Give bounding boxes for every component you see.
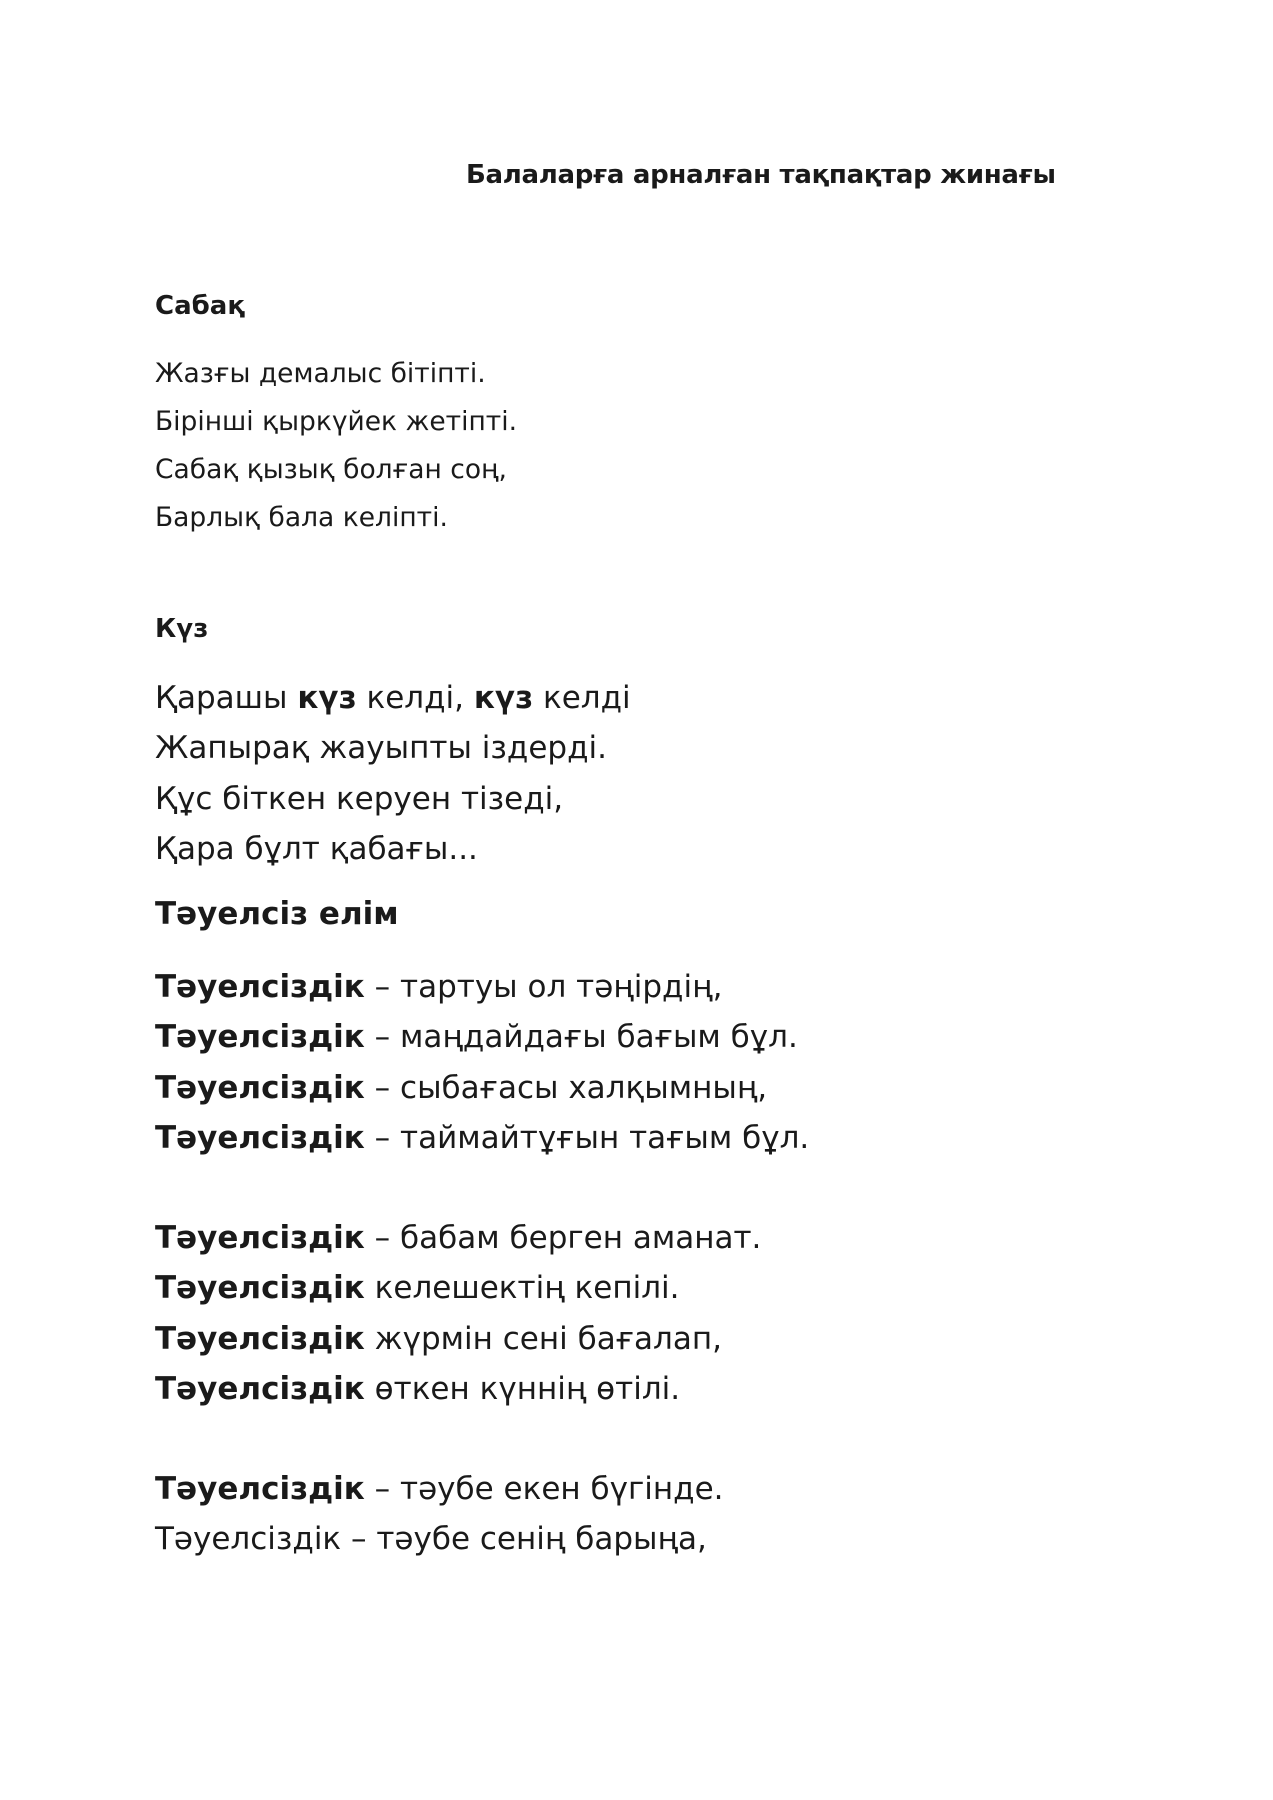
poem-line: Сабақ қызық болған соң,	[155, 454, 507, 485]
poem-line	[155, 1464, 724, 1514]
poem-line: Қара бұлт қабағы...	[155, 830, 478, 867]
poem-line	[155, 1263, 761, 1313]
line-text: Қарашы	[155, 680, 298, 716]
line-bold-word: Тәуелсіздік	[155, 1019, 365, 1056]
poem-line	[155, 1113, 809, 1163]
line-text: – таймайтұғын тағым бұл.	[364, 1119, 810, 1156]
line-text: – сыбағасы халқымның,	[364, 1069, 768, 1106]
poem-stanza	[155, 1464, 724, 1565]
line-bold-word: Тәуелсіздік	[155, 1370, 365, 1407]
poem-line: Барлық бала келіпті.	[155, 502, 448, 533]
line-bold-word: Тәуелсіздік	[155, 1069, 365, 1106]
poem-line	[155, 673, 631, 723]
poem-line	[155, 1213, 761, 1263]
document-title: Балаларға арналған тақпақтар жинағы	[466, 160, 1056, 190]
poem-line: Құс біткен керуен тізеді,	[155, 780, 564, 817]
line-bold-word: Тәуелсіздік	[155, 1220, 365, 1256]
poem-line: Бірінші қыркүйек жетіпті.	[155, 406, 518, 437]
poem-stanza	[155, 350, 517, 542]
line-text: келді	[533, 680, 631, 716]
poem-line: Тәуелсіздік – тәубе сенің барыңа,	[155, 1521, 707, 1558]
line-bold-word: күз	[473, 680, 534, 716]
poem-stanza	[155, 673, 631, 874]
poem-line	[155, 1314, 761, 1364]
line-bold-word: күз	[297, 680, 357, 716]
poem-title-tauelsiz-elim: Тәуелсіз елім	[155, 896, 399, 932]
line-text: – тәубе екен бүгінде.	[364, 1471, 724, 1507]
line-text: жүрмін сені бағалап,	[364, 1320, 722, 1357]
poem-line	[155, 1063, 809, 1113]
line-text: келді,	[356, 680, 474, 716]
line-text: – маңдайдағы бағым бұл.	[364, 1019, 798, 1056]
line-bold-word: Тәуелсіздік	[155, 1471, 365, 1507]
poem-title-kuz: Күз	[155, 614, 209, 644]
poem-line: Жапырақ жауыпты іздерді.	[155, 730, 607, 767]
line-bold-word: Тәуелсіздік	[155, 1320, 365, 1357]
poem-line	[155, 962, 809, 1012]
poem-stanza	[155, 962, 809, 1163]
poem-title-sabak: Сабақ	[155, 291, 245, 321]
line-bold-word: Тәуелсіздік	[155, 1119, 365, 1156]
line-text: – тартуы ол тәңірдің,	[364, 969, 723, 1005]
poem-line	[155, 1012, 809, 1062]
line-bold-word: Тәуелсіздік	[155, 1270, 365, 1307]
poem-stanza	[155, 1213, 761, 1414]
poem-line: Жазғы демалыс бітіпті.	[155, 358, 486, 389]
line-text: – бабам берген аманат.	[364, 1220, 762, 1256]
line-text: өткен күннің өтілі.	[364, 1370, 681, 1407]
line-bold-word: Тәуелсіздік	[155, 969, 365, 1005]
poem-line	[155, 1364, 761, 1414]
line-text: келешектің кепілі.	[364, 1270, 680, 1307]
